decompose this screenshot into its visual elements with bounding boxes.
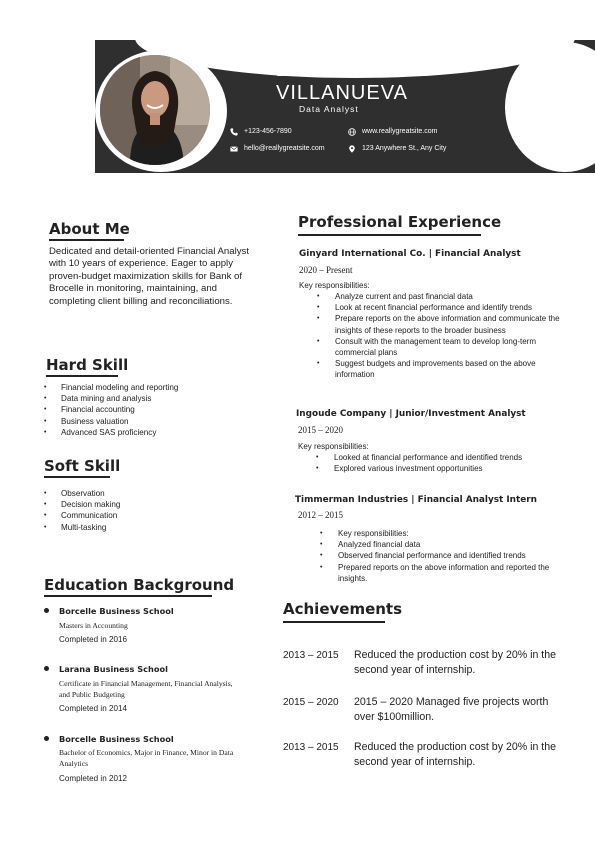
list-item: • Key responsibilities:: [338, 528, 570, 539]
contact-address[interactable]: [347, 144, 446, 153]
soft-skill-list: [44, 488, 120, 533]
profile-photo-image: [100, 55, 210, 165]
achievement-years: 2013 – 2015: [283, 650, 339, 661]
list-item: • Prepared reports on the above information and reported the insights.: [338, 562, 570, 584]
experience-rule: [298, 234, 481, 236]
achievement-text: Reduced the production cost by 20% in the second year of internship.: [354, 649, 557, 676]
education-rule: [44, 595, 212, 597]
list-item: • Business valuation: [44, 416, 178, 427]
exp-company: Timmerman Industries | Financial Analyst Intern: [295, 495, 537, 505]
phone-text: +123-456-7890: [244, 128, 292, 135]
contact-email[interactable]: [229, 144, 325, 153]
contact-website[interactable]: [347, 127, 437, 136]
exp-label: Key responsibilities:: [299, 281, 370, 290]
achievement-text: 2015 – 2020 Managed five projects worth over $100million.: [354, 696, 549, 723]
address-text: 123 Anywhere St., Any City: [362, 145, 447, 152]
edu-school: Borcelle Business School: [59, 606, 174, 616]
phone-icon: [229, 127, 238, 136]
hard-skill-list: [44, 382, 178, 438]
exp-period: 2012 – 2015: [298, 510, 343, 520]
achievements-title: Achievements: [283, 600, 403, 618]
achievement-text: Reduced the production cost by 20% in the second year of internship.: [354, 741, 557, 768]
list-item: • Financial accounting: [44, 404, 178, 415]
list-item: • Data mining and analysis: [44, 393, 178, 404]
exp-company: Ingoude Company | Junior/Investment Analyst: [296, 409, 526, 419]
first-name: KORINA: [276, 57, 383, 82]
list-item: • Analyze current and past financial data: [335, 291, 571, 302]
contact-phone[interactable]: [229, 127, 292, 136]
last-name: VILLANUEVA: [276, 82, 408, 104]
exp-label: Key responsibilities:: [298, 442, 369, 451]
soft-skill-rule: [44, 476, 110, 478]
website-text: www.reallygreatsite.com: [362, 128, 438, 135]
list-item: • Looked at financial performance and identified trends: [334, 452, 570, 463]
list-item: • Look at recent financial performance and identify trends: [335, 302, 571, 313]
edu-school: Borcelle Business School: [59, 734, 174, 744]
exp-period: 2015 – 2020: [298, 425, 343, 435]
hard-skill-rule: [46, 375, 118, 377]
list-item: • Observation: [44, 488, 120, 499]
soft-skill-title: Soft Skill: [44, 457, 121, 475]
hard-skill-title: Hard Skill: [46, 356, 129, 374]
about-rule: [49, 239, 124, 241]
edu-date: Completed in 2012: [59, 774, 127, 783]
exp-period: 2020 – Present: [299, 265, 353, 275]
email-text: hello@reallygreatsite.com: [244, 145, 325, 152]
list-item: • Prepare reports on the above information and communicate the insights of these reports to the broader business: [335, 313, 571, 335]
education-bullet: [44, 736, 49, 741]
edu-school: Larana Business School: [59, 664, 168, 674]
list-item: • Communication: [44, 510, 120, 521]
list-item: • Analyzed financial data: [338, 539, 570, 550]
exp-company: Ginyard International Co. | Financial Analyst: [299, 249, 521, 259]
achievements-rule: [283, 621, 385, 623]
location-pin-icon: [347, 144, 356, 153]
edu-degree: Bachelor of Economics, Major in Finance, Minor in Data Analytics: [59, 748, 234, 768]
list-item: • Advanced SAS proficiency: [44, 427, 178, 438]
exp-bullets: [338, 528, 570, 584]
list-item: • Financial modeling and reporting: [44, 382, 178, 393]
exp-bullets: [334, 452, 570, 474]
exp-bullets: [335, 291, 571, 381]
globe-icon: [347, 127, 356, 136]
edu-degree: Masters in Accounting: [59, 621, 128, 630]
edu-degree: Certificate in Financial Management, Financial Analysis, and Public Budgeting: [59, 679, 233, 699]
list-item: • Observed financial performance and identified trends: [338, 550, 570, 561]
list-item: • Explored various investment opportunities: [334, 463, 570, 474]
list-item: • Multi-tasking: [44, 522, 120, 533]
profile-photo: [100, 55, 210, 165]
list-item: • Decision making: [44, 499, 120, 510]
achievement-years: 2015 – 2020: [283, 697, 339, 708]
edu-date: Completed in 2016: [59, 635, 127, 644]
education-title: Education Background: [44, 576, 235, 594]
about-text: Dedicated and detail-oriented Financial Analyst with 10 years of experience. Eager to apply proven-budget maximization skills for Bank of Brocelle in monitoring, maintaining, and completing client billing and reconciliations.: [49, 246, 249, 307]
experience-title: Professional Experience: [298, 213, 502, 231]
edu-date: Completed in 2014: [59, 704, 127, 713]
list-item: • Consult with the management team to develop long-term commercial plans: [335, 336, 571, 358]
envelope-icon: [229, 144, 238, 153]
education-bullet: [44, 608, 49, 613]
job-title: Data Analyst: [299, 104, 359, 114]
list-item: • Suggest budgets and improvements based on the above information: [335, 358, 571, 380]
about-title: About Me: [49, 220, 130, 238]
education-bullet: [44, 666, 49, 671]
achievement-years: 2013 – 2015: [283, 742, 339, 753]
